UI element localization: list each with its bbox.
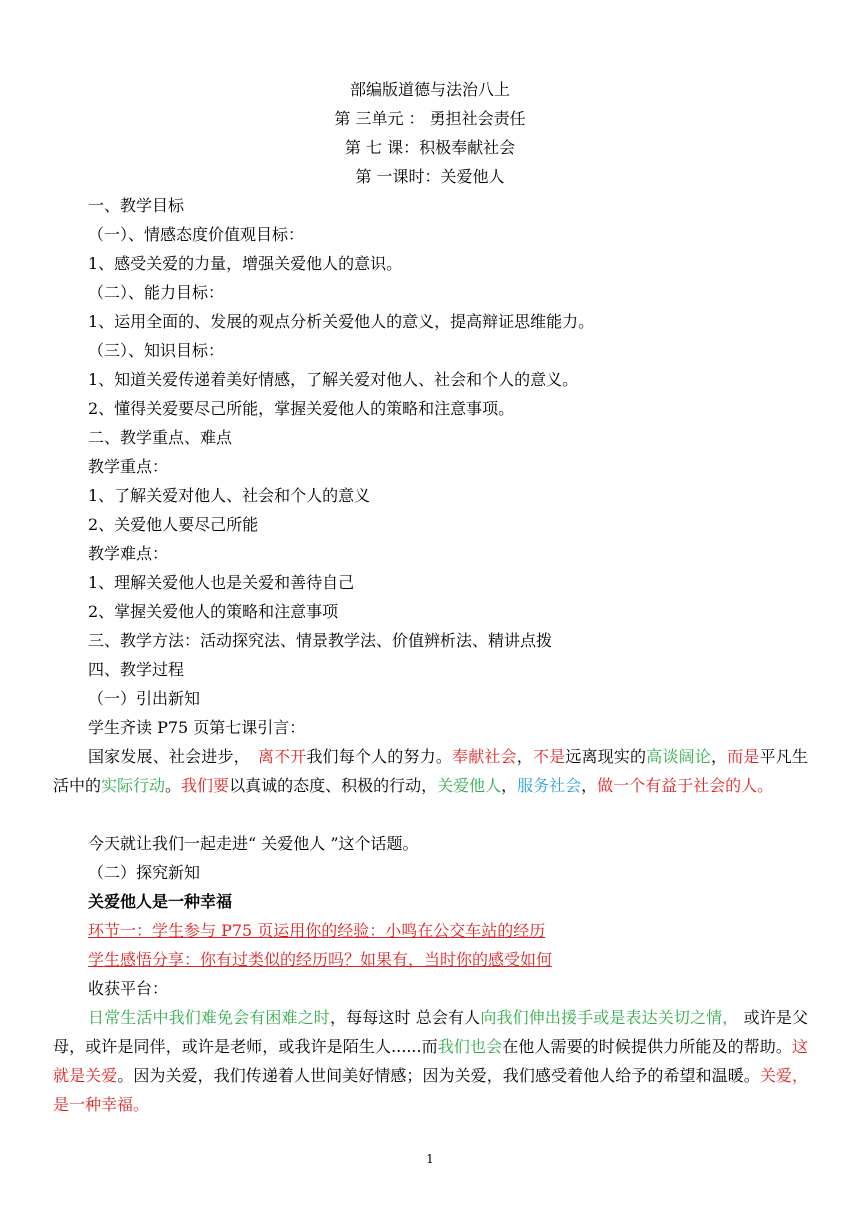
- p1-s10: 而是: [727, 747, 760, 766]
- p1-s1: 国家发展、社会进步，: [88, 747, 250, 766]
- p1-s8: 高谈阔论: [646, 747, 711, 766]
- p1-s6: 不是: [532, 747, 566, 766]
- goals-sub3-item2: 2、懂得关爱要尽己所能，掌握关爱他人的策略和注意事项。: [88, 399, 515, 418]
- p1-s7: 远离现实的: [565, 747, 647, 766]
- p1-s20: 做一个有益于社会的人。: [597, 776, 774, 795]
- process-heading: 四、教学过程: [88, 660, 185, 679]
- period-title: 第 一课时：关爱他人: [355, 167, 505, 186]
- difficulty-item-1: 1、理解关爱他人也是关爱和善待自己: [88, 573, 355, 592]
- p1-s11: 平凡生活中的: [53, 747, 808, 795]
- topic-heading: 关爱他人是一种幸福: [88, 892, 233, 911]
- p1-s16: 关爱他人: [437, 776, 502, 795]
- unit-title: 第 三单元 ： 勇担社会责任: [334, 109, 526, 128]
- link-one: 环节一：学生参与 P75 页运用你的经验：小鸣在公交车站的经历: [88, 921, 546, 940]
- p1-s2: 离不开: [257, 747, 307, 766]
- p2-s4: 或许是父母，或许是同伴，或许是老师，或我许是陌生人......而: [53, 1008, 808, 1056]
- p2-s7: 这就是关爱: [53, 1037, 808, 1085]
- lesson-title: 第 七 课：积极奉献社会: [344, 138, 516, 157]
- focus-label: 教学重点：: [88, 457, 169, 476]
- p1-s15: 以真诚的态度、积极的行动，: [229, 776, 438, 795]
- goals-sub1: （一）、情感态度价值观目标：: [88, 225, 305, 244]
- methods-line: 三、教学方法：活动探究法、情景教学法、价值辨析法、精讲点拨: [88, 631, 553, 650]
- p2-s8: 。因为关爱，我们传递着人世间美好情感；因为关爱，我们感受着他人给予的希望和温暖。: [117, 1066, 760, 1085]
- p2-s9: 关爱，是一种幸福。: [53, 1066, 808, 1114]
- p2-s1: 日常生活中我们难免会有困难之时: [88, 1008, 330, 1027]
- p1-s14: 我们要: [181, 776, 230, 795]
- p1-s13: 。: [165, 776, 182, 795]
- goals-heading: 一、教学目标: [88, 196, 185, 215]
- difficulty-label: 教学难点：: [88, 544, 169, 563]
- p2-s5: 我们也会: [437, 1037, 503, 1056]
- p1-s17: ，: [501, 776, 518, 795]
- goals-sub2-item1: 1、运用全面的、发展的观点分析关爱他人的意义，提高辩证思维能力。: [88, 312, 595, 331]
- p2-s3: 向我们伸出援手或是表达关切之情，: [480, 1008, 739, 1027]
- intro-line: 今天就让我们一起走进“ 关爱他人 ”这个话题。: [88, 834, 419, 853]
- p2-s2: ，每每这时 总会有人: [329, 1008, 481, 1027]
- focus-item-1: 1、了解关爱对他人、社会和个人的意义: [88, 486, 371, 505]
- p1-s9: ，: [710, 747, 728, 766]
- p1-s4: 奉献社会: [452, 747, 517, 766]
- goals-sub2: （二）、能力目标：: [88, 283, 225, 302]
- process-read: 学生齐读 P75 页第七课引言：: [88, 718, 306, 737]
- page-number: 1: [426, 1152, 434, 1166]
- process-step1: （一）引出新知: [88, 689, 201, 708]
- harvest-paragraph: [53, 1003, 808, 1119]
- p1-s18: 服务社会: [517, 776, 582, 795]
- goals-sub3-item1: 1、知道关爱传递着美好情感，了解关爱对他人、社会和个人的意义。: [88, 370, 579, 389]
- p1-s12: 实际行动: [101, 776, 166, 795]
- p1-s5: ，: [516, 747, 533, 766]
- p1-s3: 我们每个人的努力。: [306, 747, 453, 766]
- difficulty-item-2: 2、掌握关爱他人的策略和注意事项: [88, 602, 339, 621]
- goals-sub3: （三）、知识目标：: [88, 341, 225, 360]
- goals-sub1-item1: 1、感受关爱的力量，增强关爱他人的意识。: [88, 254, 403, 273]
- harvest-label: 收获平台：: [88, 979, 169, 998]
- focus-item-2: 2、关爱他人要尽己所能: [88, 515, 259, 534]
- p2-s6: 在他人需要的时候提供力所能及的帮助。: [502, 1037, 792, 1056]
- link-two: 学生感悟分享：你有过类似的经历吗？如果有，当时你的感受如何: [88, 950, 553, 969]
- process-step2: （二）探究新知: [88, 863, 201, 882]
- p1-s19: ，: [581, 776, 598, 795]
- doc-title: 部编版道德与法治八上: [349, 80, 510, 99]
- intro-paragraph: [53, 742, 808, 800]
- keypoints-heading: 二、教学重点、难点: [88, 428, 233, 447]
